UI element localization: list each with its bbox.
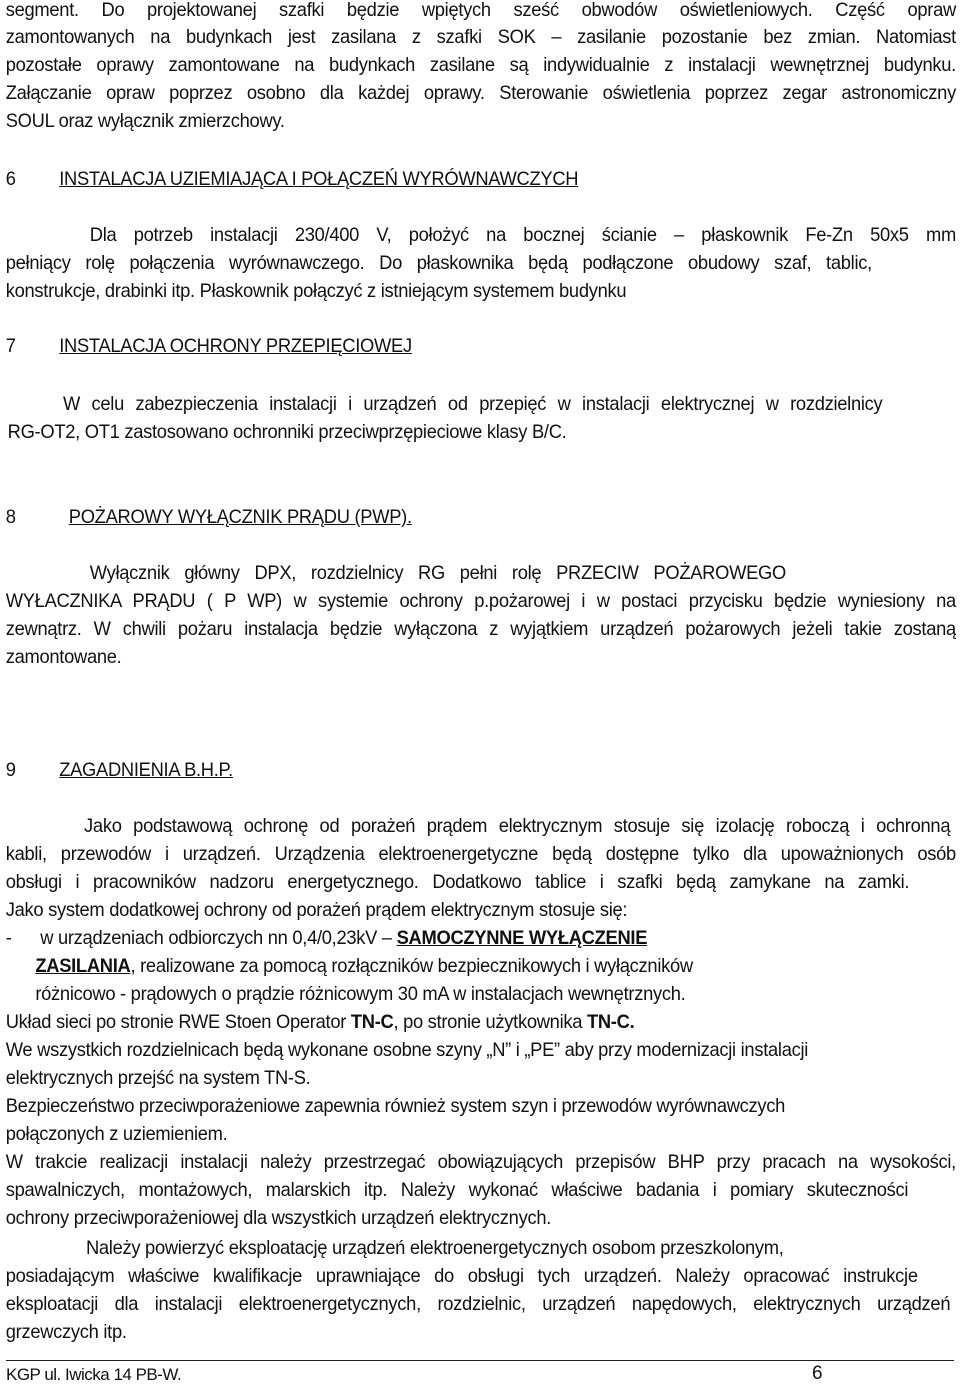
section-7-line-2: RG-OT2, OT1 zastosowano ochronniki przeciwprzępieciowe klasy B/C. (7, 422, 567, 443)
section-8-heading (6, 504, 412, 531)
intro-line-1: segment. Do projektowanej szafki będzie wpiętych sześć obwodów oświetleniowych. Część opraw (5, 0, 956, 21)
section-9-line-15: ochrony przeciwporażeniowej dla wszystkich urządzeń elektrycznych. (5, 1208, 552, 1229)
intro-line-4: Załączanie opraw poprzez osobno dla każdej oprawy. Sterowanie oświetlenia poprzez zegar astronomiczny (5, 83, 956, 104)
section-9-heading (6, 757, 233, 784)
section-8-line-1: Wyłącznik główny DPX, rozdzielnicy RG pełni rolę PRZECIW POŻAROWEGO (89, 563, 786, 584)
section-7-title: INSTALACJA OCHRONY PRZEPIĘCIOWEJ (59, 336, 412, 357)
section-9-line-17: posiadającym właściwe kwalifikacje uprawniające do obsługi tych urządzeń. Należy opracować instrukcje (5, 1266, 918, 1287)
section-8-line-2: WYŁACZNIKA PRĄDU ( P WP) w systemie ochrony p.pożarowej i w postaci przycisku będzie wyniesiony na (5, 591, 956, 612)
section-6-line-3: konstrukcje, drabinki itp. Płaskownik połączyć z istniejącym systemem budynku (5, 281, 627, 302)
section-8-number: 8 (5, 507, 16, 528)
section-9-line-8-d: TN-C. (586, 1012, 635, 1033)
section-9-line-8 (6, 1009, 635, 1036)
section-9-line-16: Należy powierzyć eksploatację urządzeń elektroenergetycznych osobom przeszkolonym, (85, 1238, 784, 1259)
section-9-line-3: obsługi i pracowników nadzoru energetycznego. Dodatkowo tablice i szafki będą zamykane na zamki. (5, 872, 910, 893)
section-9-line-5 (6, 925, 647, 952)
section-9-line-6-text: , realizowane za pomocą rozłączników bezpiecznikowych i wyłączników (130, 956, 693, 977)
section-9-line-4: Jako system dodatkowej ochrony od porażeń prądem elektrycznym stosuje się: (5, 900, 628, 921)
section-9-line-12: połączonych z uziemieniem. (5, 1124, 228, 1145)
section-9-line-5-bold: SAMOCZYNNE WYŁĄCZENIE (396, 928, 648, 949)
section-9-line-8-b: TN-C (350, 1012, 394, 1033)
section-9-line-10: elektrycznych przejść na system TN-S. (5, 1068, 311, 1089)
section-9-line-14: spawalniczych, montażowych, malarskich itp. Należy wykonać właściwe badania i pomiary skuteczności (5, 1180, 909, 1201)
section-6-title: INSTALACJA UZIEMIAJĄCA I POŁĄCZEŃ WYRÓWNAWCZYCH (59, 169, 579, 190)
section-9-line-6-bold: ZASILANIA (35, 956, 131, 977)
section-8-line-4: zamontowane. (5, 647, 122, 668)
section-7-line-1: W celu zabezpieczenia instalacji i urządzeń od przepięć w instalacji elektrycznej w rozdzielnicy (63, 394, 883, 415)
footer-page-number: 6 (812, 1363, 823, 1384)
section-9-line-9: We wszystkich rozdzielnicach będą wykonane osobne szyny „N” i „PE” aby przy modernizacji instalacji (5, 1040, 809, 1061)
section-7-heading (6, 333, 412, 360)
section-9-line-8-c: , po stronie użytkownika (393, 1012, 583, 1033)
intro-line-2: zamontowanych na budynkach jest zasilana z szafki SOK – zasilanie pozostanie bez zmian. Natomiast (5, 27, 956, 48)
footer-divider (6, 1360, 954, 1361)
footer-document-id: KGP ul. Iwicka 14 PB-W. (6, 1365, 182, 1384)
section-8-title: POŻAROWY WYŁĄCZNIK PRĄDU (PWP). (68, 507, 412, 528)
section-9-line-13: W trakcie realizacji instalacji należy przestrzegać obowiązujących przepisów BHP przy pracach na wysokości, (5, 1152, 956, 1173)
section-6-heading (6, 166, 578, 193)
section-9-title: ZAGADNIENIA B.H.P. (59, 760, 233, 781)
section-9-line-1: Jako podstawową ochronę od porażeń prądem elektrycznym stosuje się izolację roboczą i ochronną (84, 816, 951, 837)
section-9-line-2: kabli, przewodów i urządzeń. Urządzenia elektroenergetyczne będą dostępne tylko dla upoważnionych osób (5, 844, 956, 865)
intro-line-3: pozostałe oprawy zamontowane na budynkach zasilane są indywidualnie z instalacji wewnętrznej budynku. (5, 55, 956, 76)
section-6-line-2: pełniący rolę połączenia wyrównawczego. Do płaskownika będą podłączone obudowy szaf, tablic, (5, 253, 872, 274)
intro-line-5: SOUL oraz wyłącznik zmierzchowy. (5, 111, 285, 132)
section-9-line-8-a: Układ sieci po stronie RWE Stoen Operator (5, 1012, 347, 1033)
section-9-line-19: grzewczych itp. (5, 1322, 127, 1343)
section-9-line-7: różnicowo - prądowych o prądzie różnicowym 30 mA w instalacjach wewnętrznych. (35, 984, 686, 1005)
section-9-line-18: eksploatacji dla instalacji elektroenergetycznych, rozdzielnic, urządzeń napędowych, elektrycznych urządzeń (5, 1294, 951, 1315)
section-9-line-11: Bezpieczeństwo przeciwporażeniowe zapewnia również system szyn i przewodów wyrównawczych (5, 1096, 786, 1117)
section-9-number: 9 (5, 760, 16, 781)
section-6-line-1: Dla potrzeb instalacji 230/400 V, położyć na bocznej ścianie – płaskownik Fe-Zn 50x5 mm (89, 225, 956, 246)
section-8-line-3: zewnątrz. W chwili pożaru instalacja będzie wyłączona z wyjątkiem urządzeń pożarowych jeżeli takie zostaną (5, 619, 956, 640)
section-6-number: 6 (5, 169, 16, 190)
section-9-line-6 (35, 953, 693, 980)
section-9-line-5-text: w urządzeniach odbiorczych nn 0,4/0,23kV – (40, 928, 392, 949)
list-dash: - (5, 928, 12, 949)
section-7-number: 7 (5, 336, 16, 357)
